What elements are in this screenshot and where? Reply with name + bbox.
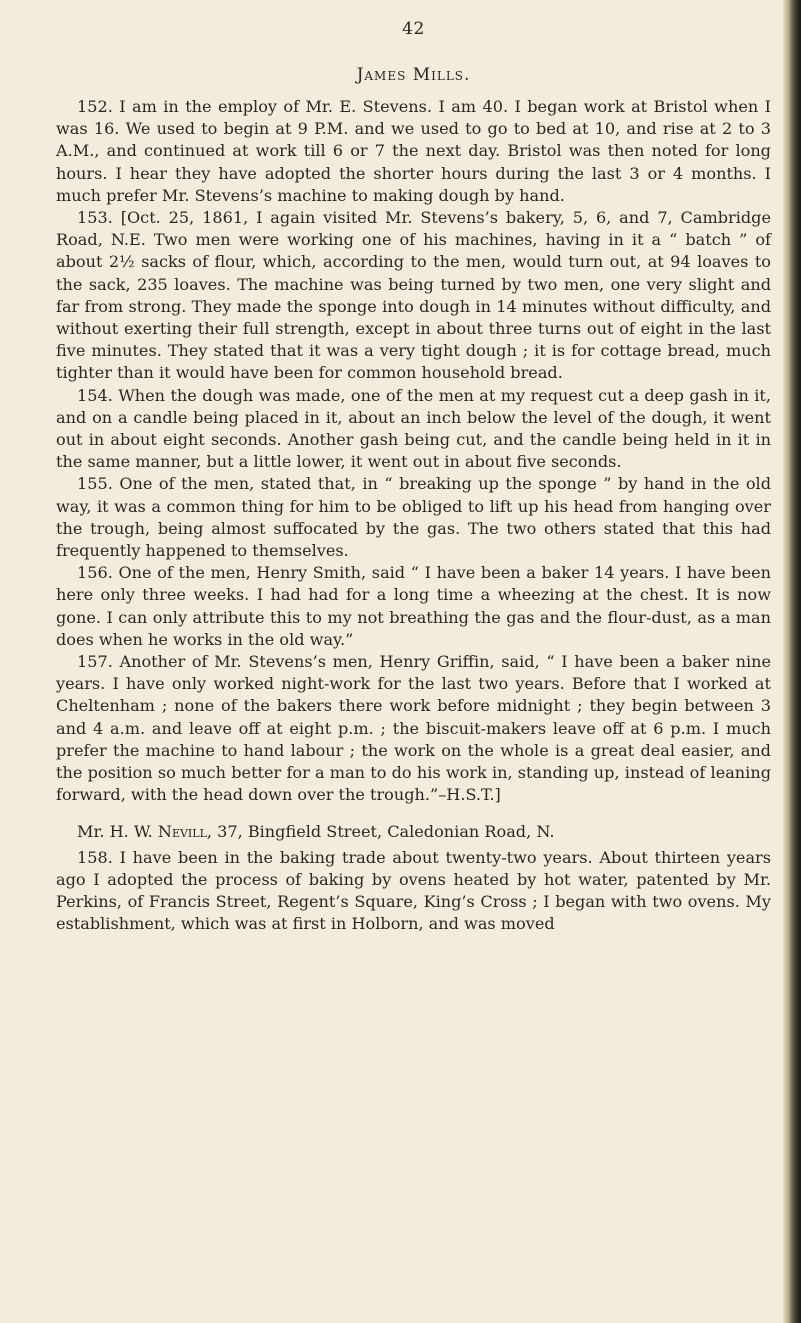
witness-prefix: Mr. H. W. (77, 821, 158, 841)
witness-name: Nevill (157, 821, 207, 841)
paragraph-157: 157. Another of Mr. Stevens’s men, Henry Griffin, said, “ I have been a baker nine years. I have only worked night-work for the last two years. Before that I worked at Cheltenham ; none of the bakers there work before midnight ; they begin between 3 and 4 a.m. and leave off at eight p.m. ; the biscuit-makers leave off at 6 p.m. I much prefer the machine to hand labour ; the work on the whole is a great deal easier, and the position so much better for a man to do his work in, standing up, instead of leaning forward, with the head down over the trough.”–H.S.T.] (56, 652, 771, 805)
witness-heading (56, 821, 771, 843)
section-title: James Mills. (356, 65, 471, 85)
page-edge-shadow (783, 0, 801, 1323)
paragraph-154: 154. When the dough was made, one of the men at my request cut a deep gash in it, and on a candle being placed in it, about an inch below the level of the dough, it went out in about eight seconds. Another gash being cut, and the candle being held in it in the same manner, but a little lower, it went out in about five seconds. (56, 385, 771, 472)
witness-address: , 37, Bingfield Street, Caledonian Road, N. (206, 821, 555, 841)
paragraph-155: 155. One of the men, stated that, in “ breaking up the sponge ” by hand in the old way, it was a common thing for him to be obliged to lift up his head from hanging over the trough, being almost suffocated by the gas. The two others stated that this had frequently happened to themselves. (56, 474, 771, 561)
page-content (56, 18, 771, 936)
page-number: 42 (402, 19, 425, 39)
paragraph-158: 158. I have been in the baking trade about twenty-two years. About thirteen years ago I adopted the process of baking by ovens heated by hot water, patented by Mr. Perkins, of Francis Street, Regent’s Square, King’s Cross ; I began with two ovens. My establishment, which was at first in Holborn, and was moved (56, 847, 771, 934)
paragraph-152: 152. I am in the employ of Mr. E. Stevens. I am 40. I began work at Bristol when I was 16. We used to begin at 9 P.M. and we used to go to bed at 10, and rise at 2 to 3 A.M., and continued at work till 6 or 7 the next day. Bristol was then noted for long hours. I hear they have adopted the shorter hours during the last 3 or 4 months. I much prefer Mr. Stevens’s machine to making dough by hand. (56, 97, 771, 205)
paragraph-153: 153. [Oct. 25, 1861, I again visited Mr. Stevens’s bakery, 5, 6, and 7, Cambridge Road, N.E. Two men were working one of his machines, having in it a “ batch ” of about 2½ sacks of flour, which, according to the men, would turn out, at 94 loaves to the sack, 235 loaves. The machine was being turned by two men, one very slight and far from strong. They made the sponge into dough in 14 minutes without difficulty, and without exerting their full strength, except in about three turns out of eight in the last five minutes. They stated that it was a very tight dough ; it is for cottage bread, much tighter than it would have been for common household bread. (56, 208, 771, 383)
paragraph-156: 156. One of the men, Henry Smith, said “ I have been a baker 14 years. I have been here only three weeks. I had had for a long time a wheezing at the chest. It is now gone. I can only attribute this to my not breathing the gas and the flour-dust, as a man does when he works in the old way.” (56, 563, 771, 649)
